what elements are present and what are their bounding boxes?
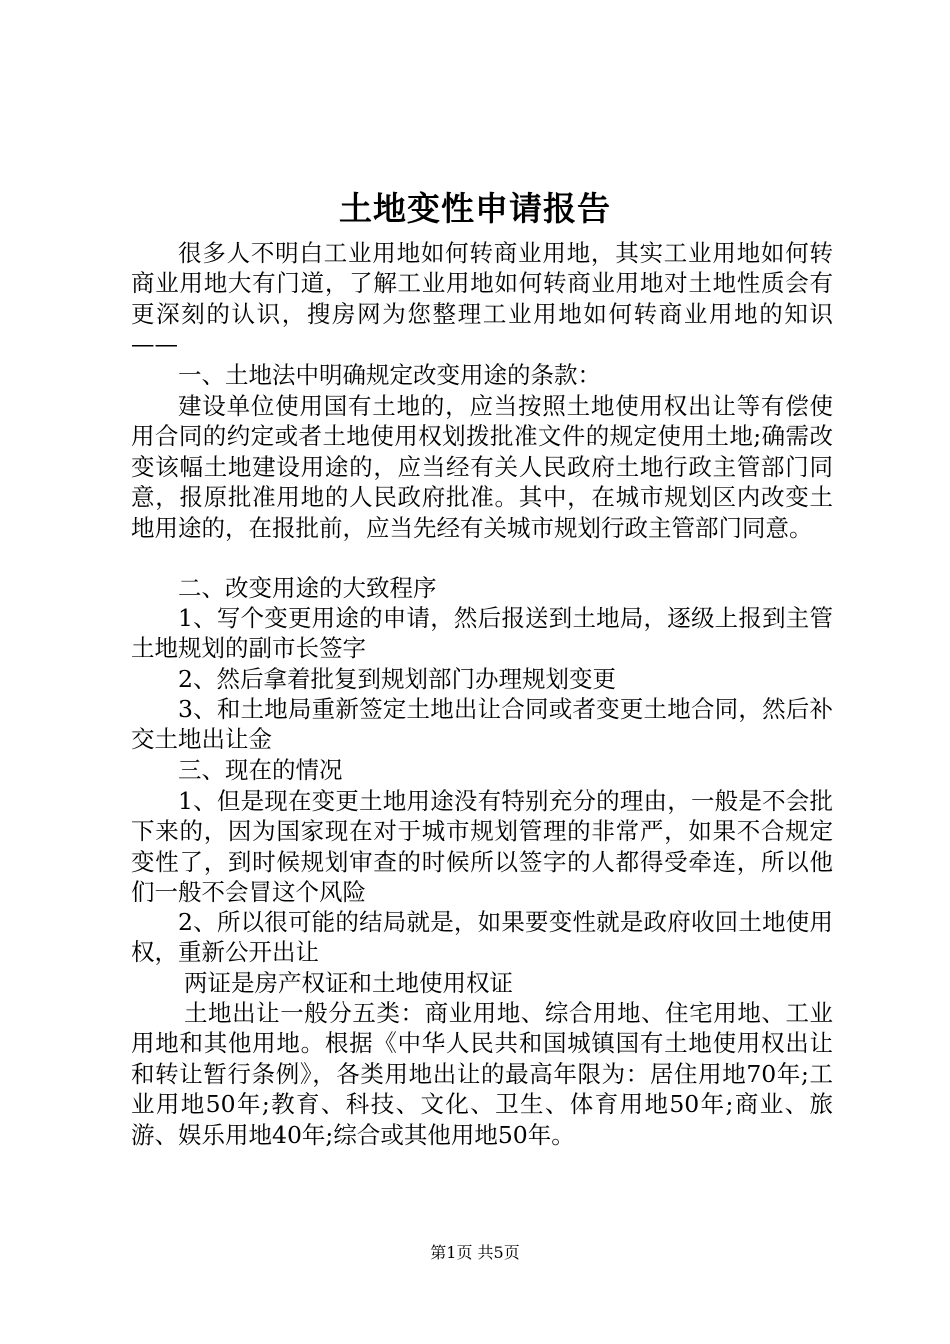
paragraph-step-3: 3、和土地局重新签定土地出让合同或者变更土地合同，然后补交土地出让金 — [131, 695, 833, 754]
paragraph-step-2: 2、然后拿着批复到规划部门办理规划变更 — [178, 665, 616, 693]
paragraph-section-2-heading: 二、改变用途的大致程序 — [178, 574, 437, 602]
paragraph-intro: 很多人不明白工业用地如何转商业用地，其实工业用地如何转商业用地大有门道，了解工业用地如何转商业用地对土地性质会有更深刻的认识，搜房网为您整理工业用地如何转商业用地的知识—— — [131, 239, 833, 359]
paragraph-two-certificates: 两证是房产权证和土地使用权证 — [184, 969, 513, 997]
paragraph-section-3-heading: 三、现在的情况 — [178, 756, 343, 784]
paragraph-step-1: 1、写个变更用途的申请，然后报送到土地局，逐级上报到主管土地规划的副市长签字 — [131, 604, 833, 663]
paragraph-situation-1: 1、但是现在变更土地用途没有特别充分的理由，一般是不会批下来的，因为国家现在对于城市规划管理的非常严，如果不合规定变性了，到时候规划审查的时候所以签字的人都得受牵连，所以他们一般不会冒这个风险 — [131, 787, 833, 907]
paragraph-section-1-heading: 一、土地法中明确规定改变用途的条款： — [178, 361, 601, 389]
document-title: 土地变性申请报告 — [339, 189, 611, 228]
paragraph-situation-2: 2、所以很可能的结局就是，如果要变性就是政府收回土地使用权，重新公开出让 — [131, 908, 833, 967]
page-footer: 第1页 共5页 — [430, 1243, 520, 1262]
paragraph-section-1-body: 建设单位使用国有土地的，应当按照土地使用权出让等有偿使用合同的约定或者土地使用权划拨批准文件的规定使用土地;确需改变该幅土地建设用途的，应当经有关人民政府土地行政主管部门同意，报原批准用地的人民政府批准。其中，在城市规划区内改变土地用途的，在报批前，应当先经有关城市规划行政主管部门同意。 — [131, 392, 833, 542]
paragraph-land-categories: 土地出让一般分五类：商业用地、综合用地、住宅用地、工业用地和其他用地。根据《中华人民共和国城镇国有土地使用权出让和转让暂行条例》，各类用地出让的最高年限为：居住用地70年;工业用地50年;教育、科技、文化、卫生、体育用地50年;商业、旅游、娱乐用地40年;综合或其他用地50年。 — [131, 999, 833, 1149]
